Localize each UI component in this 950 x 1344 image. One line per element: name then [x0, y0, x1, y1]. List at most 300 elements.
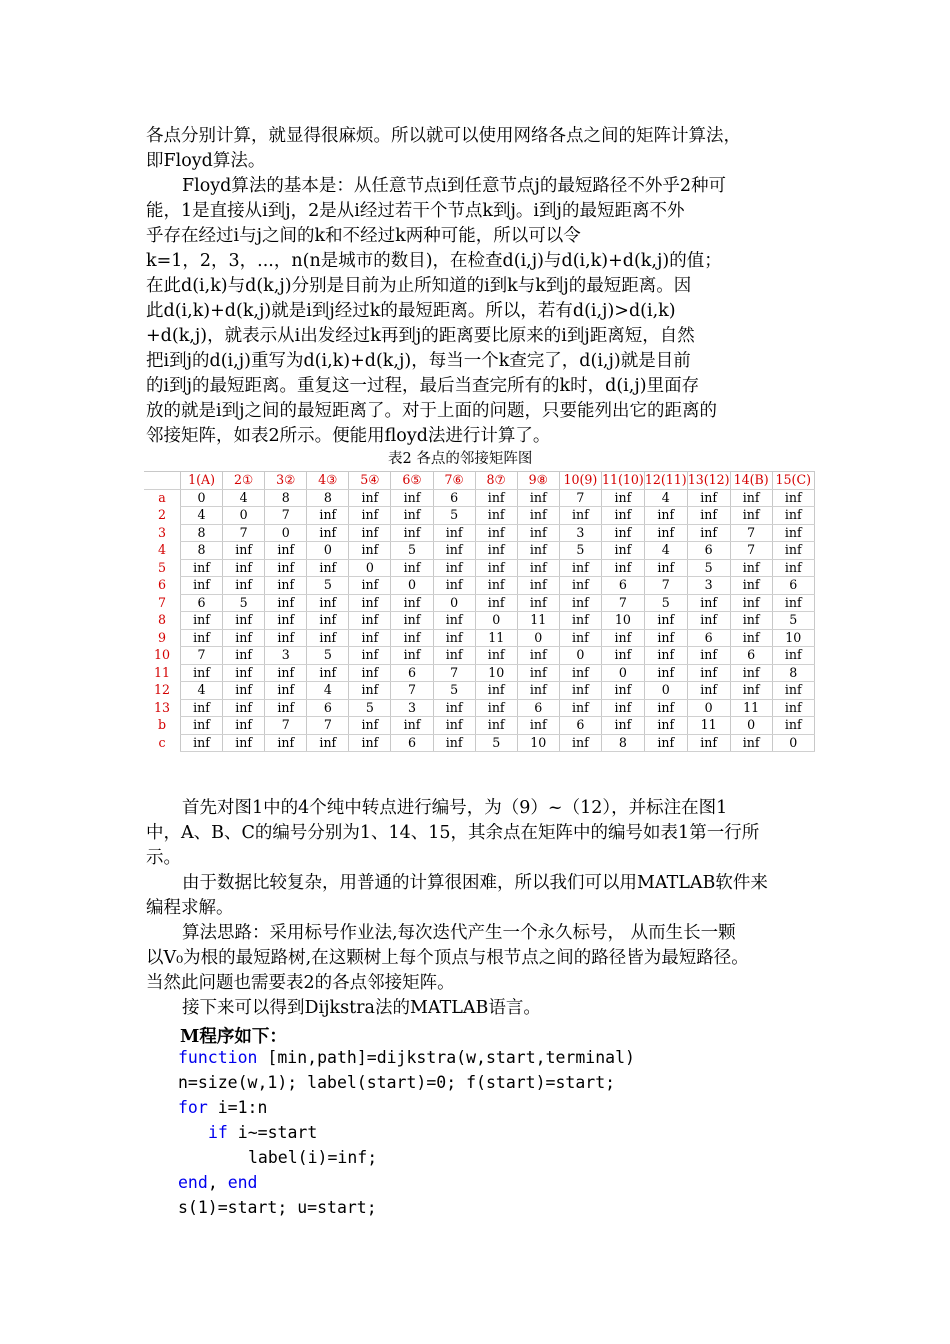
- table-cell: inf: [730, 577, 772, 595]
- table-cell: inf: [265, 594, 307, 612]
- table-row: [144, 647, 814, 665]
- table-cell: inf: [223, 699, 265, 717]
- table-cell: inf: [307, 524, 349, 542]
- table-cell: inf: [687, 682, 730, 700]
- table-cell: inf: [181, 577, 223, 595]
- row-header: 12: [153, 682, 171, 697]
- table-cell: inf: [730, 734, 772, 752]
- table-cell: 11: [517, 612, 559, 630]
- table-cell: inf: [687, 647, 730, 665]
- table-cell: inf: [517, 647, 559, 665]
- table-cell: inf: [475, 594, 517, 612]
- row-header: 5: [157, 559, 166, 575]
- table-cell: inf: [517, 489, 559, 507]
- table-cell: inf: [349, 577, 391, 595]
- code-heading: M程序如下：: [180, 1027, 287, 1047]
- table-cell: 5: [349, 699, 391, 717]
- table-cell: 6: [181, 594, 223, 612]
- table-cell: 8: [601, 734, 644, 752]
- table-cell: inf: [307, 594, 349, 612]
- table-cell: 7: [181, 647, 223, 665]
- table-cell: inf: [772, 489, 814, 507]
- row-header: 6: [157, 577, 166, 592]
- table-row: [144, 594, 814, 612]
- table-cell: inf: [687, 734, 730, 752]
- table-cell: inf: [265, 542, 307, 560]
- table-cell: 0: [730, 717, 772, 735]
- paragraph-line: 能，1是直接从i到j，2是从i经过若干个节点k到j。i到j的最短距离不外: [146, 201, 685, 221]
- table-cell: inf: [349, 682, 391, 700]
- table-cell: 5: [475, 734, 517, 752]
- column-header: 3②: [265, 472, 307, 490]
- column-header: 13(12): [687, 472, 730, 487]
- table-cell: inf: [307, 734, 349, 752]
- table-cell: inf: [601, 507, 644, 525]
- column-header: 15(C): [772, 472, 814, 490]
- table-cell: inf: [644, 664, 687, 682]
- table-cell: inf: [730, 664, 772, 682]
- table-cell: 0: [223, 507, 265, 525]
- row-header: 4: [157, 542, 166, 557]
- table-cell: inf: [601, 524, 644, 542]
- table-cell: inf: [517, 542, 559, 560]
- table-cell: inf: [265, 629, 307, 647]
- table-cell: 5: [307, 577, 349, 595]
- paragraph-line: 当然此问题也需要表2的各点邻接矩阵。: [146, 973, 455, 993]
- code-line: s(1)=start; u=start;: [178, 1198, 377, 1217]
- table-cell: inf: [349, 524, 391, 542]
- table-cell: inf: [475, 489, 517, 507]
- table-cell: 7: [730, 524, 772, 542]
- table-row: [144, 507, 814, 525]
- table-cell: 7: [433, 664, 475, 682]
- column-header: 6⑤: [391, 472, 433, 490]
- table-cell: inf: [517, 577, 559, 595]
- table-cell: inf: [687, 489, 730, 507]
- table-cell: inf: [601, 629, 644, 647]
- code-line: n=size(w,1); label(start)=0; f(start)=start;: [178, 1073, 616, 1092]
- table-cell: 3: [391, 699, 433, 717]
- paragraph-line: 放的就是i到j之间的最短距离了。对于上面的问题，只要能列出它的距离的: [146, 401, 718, 421]
- row-header: 7: [157, 594, 166, 610]
- table-cell: 4: [644, 489, 687, 507]
- table-cell: inf: [433, 734, 475, 752]
- column-header: 7⑥: [433, 472, 475, 490]
- table-cell: inf: [517, 682, 559, 700]
- paragraph-line: 的i到j的最短距离。重复这一过程，最后当查完所有的k时，d(i,j)里面存: [146, 376, 700, 396]
- row-header: 10: [153, 647, 171, 662]
- table-caption: 表2 各点的邻接矩阵图: [388, 451, 533, 467]
- table-cell: inf: [181, 734, 223, 752]
- table-cell: inf: [559, 629, 601, 647]
- table-row: [144, 682, 814, 700]
- table-cell: inf: [391, 559, 433, 577]
- table-cell: inf: [307, 612, 349, 630]
- table-cell: inf: [349, 647, 391, 665]
- table-cell: 4: [223, 489, 265, 507]
- table-cell: 5: [223, 594, 265, 612]
- code-keyword: for: [178, 1098, 208, 1117]
- table-cell: inf: [433, 559, 475, 577]
- table-cell: 10: [517, 734, 559, 752]
- table-cell: inf: [181, 629, 223, 647]
- table-cell: inf: [307, 664, 349, 682]
- table-cell: inf: [223, 647, 265, 665]
- table-corner-cell: [144, 472, 181, 490]
- column-header: 11(10): [601, 472, 644, 487]
- paragraph-line: 以V₀为根的最短路树,在这颗树上每个顶点与根节点之间的路径皆为最短路径。: [146, 948, 749, 968]
- table-cell: inf: [223, 629, 265, 647]
- table-cell: inf: [223, 682, 265, 700]
- table-cell: 11: [687, 717, 730, 735]
- table-cell: inf: [349, 629, 391, 647]
- table-cell: inf: [349, 664, 391, 682]
- table-cell: 3: [559, 524, 601, 542]
- table-cell: inf: [433, 629, 475, 647]
- table-cell: inf: [601, 542, 644, 560]
- code-keyword: function: [178, 1048, 258, 1067]
- table-cell: inf: [475, 524, 517, 542]
- table-cell: inf: [223, 717, 265, 735]
- paragraph-line: +d(k,j)，就表示从i出发经过k再到j的距离要比原来的i到j距离短，自然: [146, 326, 695, 346]
- column-header: 8⑦: [475, 472, 517, 490]
- table-cell: inf: [475, 542, 517, 560]
- table-cell: inf: [265, 612, 307, 630]
- row-header: b: [157, 717, 167, 732]
- code-line: [178, 1045, 635, 1070]
- table-cell: inf: [687, 664, 730, 682]
- table-cell: inf: [307, 559, 349, 577]
- table-cell: 4: [181, 682, 223, 700]
- table-cell: inf: [730, 629, 772, 647]
- table-cell: inf: [307, 629, 349, 647]
- table-cell: 0: [349, 559, 391, 577]
- table-cell: inf: [391, 629, 433, 647]
- table-cell: 7: [307, 717, 349, 735]
- code-line: [178, 1170, 258, 1195]
- table-row: [144, 612, 814, 630]
- table-cell: inf: [730, 612, 772, 630]
- table-cell: 3: [265, 647, 307, 665]
- table-cell: 4: [307, 682, 349, 700]
- column-header: 1(A): [181, 472, 223, 490]
- table-cell: inf: [644, 629, 687, 647]
- table-cell: 0: [559, 647, 601, 665]
- table-cell: inf: [223, 664, 265, 682]
- table-cell: inf: [475, 577, 517, 595]
- table-cell: inf: [475, 507, 517, 525]
- table-cell: 0: [433, 594, 475, 612]
- table-cell: inf: [223, 734, 265, 752]
- table-cell: inf: [772, 647, 814, 665]
- table-row: [144, 629, 814, 647]
- table-cell: 10: [475, 664, 517, 682]
- table-cell: inf: [433, 542, 475, 560]
- table-cell: inf: [475, 682, 517, 700]
- table-cell: 6: [391, 734, 433, 752]
- table-cell: 7: [730, 542, 772, 560]
- column-header: 4③: [307, 472, 349, 490]
- column-header: 9⑧: [517, 472, 559, 490]
- table-cell: 5: [772, 612, 814, 630]
- table-cell: inf: [730, 559, 772, 577]
- table-cell: inf: [517, 559, 559, 577]
- table-cell: inf: [559, 734, 601, 752]
- table-cell: inf: [559, 664, 601, 682]
- table-cell: 6: [433, 489, 475, 507]
- table-cell: 7: [223, 524, 265, 542]
- table-cell: inf: [559, 559, 601, 577]
- table-cell: inf: [475, 647, 517, 665]
- table-cell: inf: [391, 717, 433, 735]
- table-row: [144, 664, 814, 682]
- table-cell: 10: [772, 629, 814, 647]
- table-cell: 6: [517, 699, 559, 717]
- row-header: c: [158, 734, 166, 750]
- table-cell: 0: [181, 489, 223, 507]
- paragraph-line: 接下来可以得到Dijkstra法的MATLAB语言。: [182, 998, 541, 1018]
- table-cell: 7: [265, 717, 307, 735]
- table-cell: inf: [687, 612, 730, 630]
- table-cell: 7: [265, 507, 307, 525]
- table-cell: inf: [349, 542, 391, 560]
- row-header: a: [158, 489, 166, 505]
- table-cell: inf: [391, 612, 433, 630]
- table-cell: inf: [391, 507, 433, 525]
- table-cell: 0: [772, 734, 814, 752]
- table-cell: inf: [559, 612, 601, 630]
- table-cell: 5: [559, 542, 601, 560]
- paragraph-line: 各点分别计算，就显得很麻烦。所以就可以使用网络各点之间的矩阵计算法，: [146, 126, 741, 146]
- code-keyword: if: [208, 1123, 228, 1142]
- paragraph-line: 中，A、B、C的编号分别为1、14、15，其余点在矩阵中的编号如表1第一行所: [146, 823, 760, 843]
- table-cell: 5: [433, 507, 475, 525]
- table-cell: 6: [687, 629, 730, 647]
- column-header: 10(9): [559, 472, 601, 490]
- table-cell: 6: [730, 647, 772, 665]
- table-cell: inf: [687, 507, 730, 525]
- column-header: 5④: [349, 472, 391, 490]
- paragraph-line: 乎存在经过i与j之间的k和不经过k两种可能，所以可以令: [146, 226, 581, 246]
- paragraph-line: 把i到j的d(i,j)重写为d(i,k)+d(k,j)，每当一个k查完了，d(i,j)就是目前: [146, 351, 691, 371]
- table-cell: inf: [559, 699, 601, 717]
- table-cell: 6: [772, 577, 814, 595]
- table-cell: inf: [601, 717, 644, 735]
- table-cell: inf: [223, 612, 265, 630]
- table-cell: inf: [391, 647, 433, 665]
- table-cell: 11: [475, 629, 517, 647]
- table-cell: inf: [391, 489, 433, 507]
- table-row: [144, 489, 814, 507]
- paragraph-line: 首先对图1中的4个纯中转点进行编号，为（9）~（12），并标注在图1: [182, 798, 728, 818]
- table-cell: inf: [391, 594, 433, 612]
- table-cell: inf: [772, 699, 814, 717]
- table-row: [144, 542, 814, 560]
- table-cell: inf: [433, 577, 475, 595]
- table-cell: inf: [223, 559, 265, 577]
- table-cell: inf: [517, 717, 559, 735]
- table-cell: 5: [391, 542, 433, 560]
- table-cell: 6: [601, 577, 644, 595]
- table-cell: inf: [644, 524, 687, 542]
- table-cell: 5: [307, 647, 349, 665]
- table-cell: 8: [265, 489, 307, 507]
- table-cell: inf: [517, 664, 559, 682]
- paragraph-line: 在此d(i,k)与d(k,j)分别是目前为止所知道的i到k与k到j的最短距离。因: [146, 276, 692, 296]
- table-cell: inf: [559, 594, 601, 612]
- table-cell: 8: [181, 524, 223, 542]
- table-cell: inf: [517, 594, 559, 612]
- table-cell: inf: [433, 612, 475, 630]
- table-cell: inf: [644, 734, 687, 752]
- row-header: 13: [153, 699, 171, 715]
- table-cell: inf: [772, 524, 814, 542]
- table-cell: 6: [391, 664, 433, 682]
- table-cell: 6: [307, 699, 349, 717]
- table-cell: inf: [644, 699, 687, 717]
- code-line: [208, 1120, 317, 1145]
- code-text: [min,path]=dijkstra(w,start,terminal): [257, 1048, 635, 1067]
- table-cell: 0: [475, 612, 517, 630]
- table-cell: 0: [517, 629, 559, 647]
- paragraph-line: Floyd算法的基本是：从任意节点i到任意节点j的最短路径不外乎2种可: [182, 176, 727, 196]
- table-cell: inf: [601, 647, 644, 665]
- table-cell: inf: [772, 682, 814, 700]
- code-text: i=1:n: [207, 1098, 268, 1117]
- table-cell: 6: [687, 542, 730, 560]
- paragraph-line: 此d(i,k)+d(k,j)就是i到j经过k的最短距离。所以，若有d(i,j)>d(i,k): [146, 301, 676, 321]
- table-cell: inf: [223, 542, 265, 560]
- table-cell: 8: [181, 542, 223, 560]
- table-cell: 6: [559, 717, 601, 735]
- table-cell: 8: [307, 489, 349, 507]
- column-header: 14(B): [730, 472, 772, 490]
- paragraph-line: 由于数据比较复杂，用普通的计算很困难，所以我们可以用MATLAB软件来: [182, 873, 768, 893]
- table-cell: inf: [687, 594, 730, 612]
- table-cell: inf: [772, 559, 814, 577]
- row-header: 9: [157, 629, 166, 645]
- table-row: [144, 717, 814, 735]
- table-cell: inf: [181, 612, 223, 630]
- table-cell: inf: [644, 507, 687, 525]
- table-cell: inf: [475, 699, 517, 717]
- table-cell: 0: [644, 682, 687, 700]
- code-text: ,: [207, 1173, 228, 1192]
- paragraph-line: 算法思路：采用标号作业法,每次迭代产生一个永久标号， 从而生长一颗: [182, 923, 736, 943]
- paragraph-line: k=1，2，3，...，n(n是城市的数目)，在检查d(i,j)与d(i,k)+d(k,j)的值；: [146, 251, 722, 271]
- table-cell: 0: [307, 542, 349, 560]
- table-cell: 0: [391, 577, 433, 595]
- table-cell: inf: [772, 594, 814, 612]
- table-cell: inf: [559, 682, 601, 700]
- table-cell: inf: [730, 682, 772, 700]
- row-header: 3: [157, 524, 166, 540]
- table-cell: inf: [601, 682, 644, 700]
- table-cell: inf: [433, 699, 475, 717]
- table-cell: 7: [601, 594, 644, 612]
- row-header: 2: [157, 507, 166, 522]
- table-cell: inf: [265, 664, 307, 682]
- table-cell: inf: [349, 507, 391, 525]
- table-cell: 7: [391, 682, 433, 700]
- table-cell: inf: [223, 577, 265, 595]
- table-cell: inf: [687, 524, 730, 542]
- table-cell: inf: [181, 559, 223, 577]
- table-cell: inf: [433, 717, 475, 735]
- table-cell: 11: [730, 699, 772, 717]
- table-cell: inf: [644, 559, 687, 577]
- code-line: label(i)=inf;: [248, 1148, 378, 1167]
- table-cell: 0: [601, 664, 644, 682]
- code-keyword: end: [178, 1173, 208, 1192]
- paragraph-line: 示。: [146, 848, 181, 868]
- table-cell: inf: [349, 734, 391, 752]
- table-cell: 0: [265, 524, 307, 542]
- table-cell: inf: [730, 489, 772, 507]
- table-cell: inf: [559, 507, 601, 525]
- table-cell: inf: [772, 542, 814, 560]
- table-cell: inf: [265, 699, 307, 717]
- table-cell: inf: [349, 594, 391, 612]
- table-cell: inf: [772, 507, 814, 525]
- table-cell: inf: [517, 507, 559, 525]
- table-cell: inf: [433, 524, 475, 542]
- table-cell: inf: [433, 647, 475, 665]
- code-keyword: end: [227, 1173, 258, 1192]
- table-cell: inf: [517, 524, 559, 542]
- table-cell: 5: [687, 559, 730, 577]
- table-cell: inf: [265, 559, 307, 577]
- table-cell: inf: [181, 699, 223, 717]
- table-cell: inf: [601, 559, 644, 577]
- column-header: 2①: [223, 472, 265, 490]
- table-cell: inf: [391, 524, 433, 542]
- paragraph-line: 编程求解。: [146, 898, 234, 918]
- table-cell: inf: [644, 647, 687, 665]
- table-cell: 10: [601, 612, 644, 630]
- table-cell: inf: [265, 682, 307, 700]
- table-cell: inf: [265, 577, 307, 595]
- table-row: [144, 524, 814, 542]
- table-cell: 8: [772, 664, 814, 682]
- table-cell: inf: [349, 612, 391, 630]
- table-cell: inf: [730, 507, 772, 525]
- table-cell: inf: [349, 489, 391, 507]
- table-cell: inf: [730, 594, 772, 612]
- adjacency-matrix-table: [144, 471, 815, 752]
- paragraph-line: 邻接矩阵，如表2所示。便能用floyd法进行计算了。: [146, 426, 551, 446]
- table-cell: inf: [559, 577, 601, 595]
- table-cell: 4: [181, 507, 223, 525]
- table-row: [144, 577, 814, 595]
- table-cell: 4: [644, 542, 687, 560]
- table-cell: 7: [559, 489, 601, 507]
- table-cell: 0: [687, 699, 730, 717]
- code-line: [178, 1095, 267, 1120]
- table-cell: inf: [601, 699, 644, 717]
- table-cell: 3: [687, 577, 730, 595]
- table-cell: inf: [265, 734, 307, 752]
- row-header: 11: [153, 664, 171, 680]
- table-cell: inf: [475, 717, 517, 735]
- table-row: [144, 734, 814, 752]
- table-cell: inf: [181, 664, 223, 682]
- code-text: i~=start: [227, 1123, 318, 1142]
- table-cell: inf: [644, 612, 687, 630]
- row-header: 8: [157, 612, 166, 627]
- table-cell: inf: [644, 717, 687, 735]
- paragraph-line: 即Floyd算法。: [146, 151, 266, 171]
